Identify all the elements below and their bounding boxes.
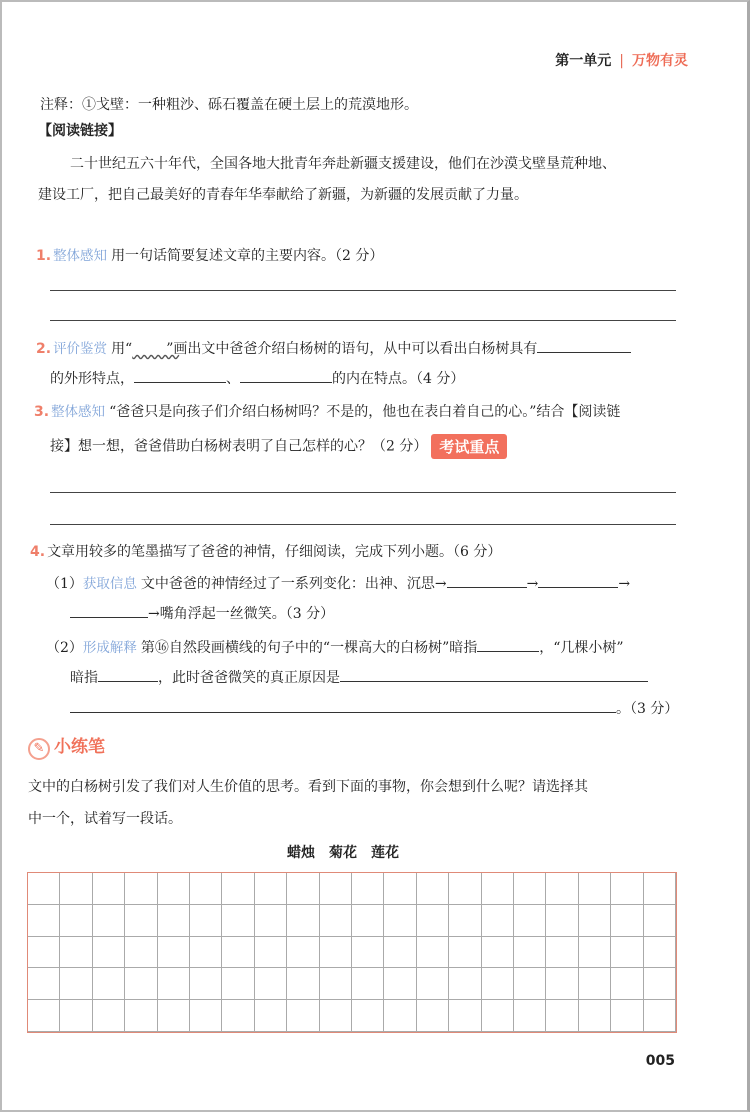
grid-cell[interactable]: [482, 968, 514, 1000]
grid-cell[interactable]: [93, 1000, 125, 1032]
grid-cell[interactable]: [125, 905, 157, 937]
grid-cell[interactable]: [417, 905, 449, 937]
practice-prompt: 文中的白杨树引发了我们对人生价值的思考。看到下面的事物，你会想到什么呢？请选择其: [28, 779, 588, 795]
grid-cell[interactable]: [449, 873, 481, 905]
answer-blank[interactable]: [538, 576, 618, 588]
grid-cell[interactable]: [644, 905, 676, 937]
practice-title: 小练笔: [54, 737, 105, 757]
grid-cell[interactable]: [93, 968, 125, 1000]
question-text: 接】想一想，爸爸借助白杨树表明了自己怎样的心？（2 分）: [50, 438, 428, 455]
grid-cell[interactable]: [417, 937, 449, 969]
reading-link-text: 二十世纪五六十年代，全国各地大批青年奔赴新疆支援建设，他们在沙漠戈壁垦荒种地、: [70, 156, 616, 172]
question-tag: 整体感知: [53, 248, 108, 264]
grid-cell[interactable]: [482, 873, 514, 905]
grid-cell[interactable]: [320, 905, 352, 937]
grid-cell[interactable]: [546, 968, 578, 1000]
grid-cell[interactable]: [28, 937, 60, 969]
grid-cell[interactable]: [28, 1000, 60, 1032]
grid-cell[interactable]: [287, 905, 319, 937]
unit-label: 第一单元: [555, 53, 612, 69]
grid-cell[interactable]: [611, 968, 643, 1000]
question-text: ，此时爸爸微笑的真正原因是: [158, 670, 340, 686]
answer-blank[interactable]: [537, 341, 631, 353]
grid-cell[interactable]: [125, 968, 157, 1000]
grid-cell[interactable]: [28, 905, 60, 937]
answer-blank[interactable]: [70, 606, 148, 618]
grid-cell[interactable]: [158, 905, 190, 937]
question-tag: 整体感知: [51, 404, 106, 420]
grid-cell[interactable]: [190, 937, 222, 969]
grid-cell[interactable]: [60, 1000, 92, 1032]
grid-cell[interactable]: [482, 1000, 514, 1032]
grid-cell[interactable]: [579, 905, 611, 937]
grid-cell[interactable]: [190, 968, 222, 1000]
question-2: [36, 337, 631, 358]
question-text: 用一句话简要复述文章的主要内容。（2 分）: [111, 248, 384, 264]
grid-cell[interactable]: [60, 937, 92, 969]
unit-title: 万物有灵: [632, 53, 688, 69]
grid-cell[interactable]: [384, 968, 416, 1000]
item-chrysanthemum: 菊花: [329, 845, 357, 861]
question-4-2: [46, 636, 624, 657]
grid-cell[interactable]: [190, 873, 222, 905]
answer-blank[interactable]: [134, 371, 226, 383]
grid-cell[interactable]: [352, 873, 384, 905]
writing-grid[interactable]: [27, 872, 677, 1033]
answer-line[interactable]: [50, 492, 676, 493]
grid-cell[interactable]: [579, 937, 611, 969]
grid-cell[interactable]: [255, 937, 287, 969]
sub-question-label: （2）: [46, 640, 83, 656]
grid-cell[interactable]: [514, 968, 546, 1000]
grid-cell[interactable]: [287, 968, 319, 1000]
grid-cell[interactable]: [222, 873, 254, 905]
grid-cell[interactable]: [352, 905, 384, 937]
grid-cell[interactable]: [644, 873, 676, 905]
answer-line[interactable]: [50, 290, 676, 291]
grid-cell[interactable]: [546, 873, 578, 905]
grid-cell[interactable]: [449, 905, 481, 937]
question-3: [34, 400, 620, 421]
grid-cell[interactable]: [611, 1000, 643, 1032]
exam-focus-badge: 考试重点: [431, 434, 507, 459]
page-header: 第一单元 | 万物有灵: [555, 53, 688, 69]
grid-cell[interactable]: [384, 873, 416, 905]
grid-cell[interactable]: [255, 905, 287, 937]
question-4: [30, 541, 501, 561]
grid-cell[interactable]: [222, 905, 254, 937]
grid-cell[interactable]: [255, 1000, 287, 1032]
grid-cell[interactable]: [644, 968, 676, 1000]
grid-cell[interactable]: [514, 905, 546, 937]
question-text: 用“: [111, 341, 133, 357]
grid-cell[interactable]: [482, 905, 514, 937]
grid-cell[interactable]: [320, 937, 352, 969]
grid-cell[interactable]: [546, 905, 578, 937]
grid-cell[interactable]: [384, 1000, 416, 1032]
grid-cell[interactable]: [255, 968, 287, 1000]
practice-prompt: 中一个，试着写一段话。: [28, 811, 182, 827]
grid-cell[interactable]: [449, 1000, 481, 1032]
grid-cell[interactable]: [125, 937, 157, 969]
grid-cell[interactable]: [93, 905, 125, 937]
grid-cell[interactable]: [158, 968, 190, 1000]
question-text: 的外形特点，: [50, 371, 134, 387]
grid-cell[interactable]: [222, 968, 254, 1000]
grid-cell[interactable]: [93, 873, 125, 905]
reading-link-title: 【阅读链接】: [38, 123, 122, 139]
grid-cell[interactable]: [611, 905, 643, 937]
grid-cell[interactable]: [320, 873, 352, 905]
grid-cell[interactable]: [352, 1000, 384, 1032]
item-lotus: 莲花: [371, 845, 399, 861]
grid-cell[interactable]: [190, 1000, 222, 1032]
question-tag: 评价鉴赏: [53, 341, 108, 357]
answer-blank[interactable]: [240, 371, 332, 383]
grid-cell[interactable]: [125, 1000, 157, 1032]
grid-cell[interactable]: [514, 873, 546, 905]
grid-cell[interactable]: [60, 873, 92, 905]
question-4-2-cont: [70, 698, 678, 718]
grid-cell[interactable]: [514, 937, 546, 969]
grid-cell[interactable]: [611, 937, 643, 969]
grid-cell[interactable]: [158, 937, 190, 969]
grid-cell[interactable]: [287, 1000, 319, 1032]
grid-cell[interactable]: [158, 873, 190, 905]
question-text: 。（3 分）: [616, 701, 679, 717]
grid-cell[interactable]: [320, 968, 352, 1000]
item-candle: 蜡烛: [287, 845, 315, 861]
grid-cell[interactable]: [28, 968, 60, 1000]
grid-cell[interactable]: [384, 937, 416, 969]
grid-cell[interactable]: [287, 937, 319, 969]
question-text: 第⑯自然段画横线的句子中的“一棵高大的白杨树”暗指: [140, 640, 478, 656]
grid-cell[interactable]: [417, 968, 449, 1000]
answer-blank[interactable]: [477, 640, 539, 652]
answer-line[interactable]: [50, 320, 676, 321]
wavy-line-mark: [132, 341, 166, 357]
grid-cell[interactable]: [384, 905, 416, 937]
answer-blank[interactable]: [340, 670, 648, 682]
question-4-2-cont: [70, 667, 648, 687]
grid-cell[interactable]: [644, 1000, 676, 1032]
question-3-cont: [50, 434, 507, 459]
grid-cell[interactable]: [352, 968, 384, 1000]
page-number: 005: [645, 1053, 675, 1069]
grid-cell[interactable]: [482, 937, 514, 969]
grid-cell[interactable]: [579, 968, 611, 1000]
question-tag: 形成解释: [82, 640, 137, 656]
grid-cell[interactable]: [222, 937, 254, 969]
answer-blank[interactable]: [447, 576, 527, 588]
question-text: ”画出文中爸爸介绍白杨树的语句，从中可以看出白杨树具有: [166, 341, 538, 357]
grid-cell[interactable]: [320, 1000, 352, 1032]
question-tag: 获取信息: [82, 576, 137, 592]
sub-question-label: （1）: [46, 576, 83, 592]
grid-cell[interactable]: [93, 937, 125, 969]
grid-cell[interactable]: [644, 937, 676, 969]
grid-cell[interactable]: [579, 1000, 611, 1032]
arrow: →: [618, 576, 631, 592]
grid-cell[interactable]: [352, 937, 384, 969]
question-text: “爸爸只是向孩子们介绍白杨树吗？不是的，他也在表白着自己的心。”结合【阅读链: [109, 404, 621, 420]
grid-cell[interactable]: [158, 1000, 190, 1032]
grid-cell[interactable]: [287, 873, 319, 905]
question-text: →嘴角浮起一丝微笑。（3 分）: [148, 606, 335, 622]
grid-cell[interactable]: [222, 1000, 254, 1032]
grid-cell[interactable]: [255, 873, 287, 905]
question-2-cont: [50, 368, 464, 388]
grid-cell[interactable]: [514, 1000, 546, 1032]
question-text: 暗指: [70, 670, 98, 686]
grid-cell[interactable]: [417, 873, 449, 905]
grid-cell[interactable]: [190, 905, 222, 937]
practice-items: [287, 842, 399, 862]
question-text: ，“几棵小树”: [539, 640, 624, 656]
question-text: 文章用较多的笔墨描写了爸爸的神情，仔细阅读，完成下列小题。（6 分）: [47, 544, 502, 560]
grid-cell[interactable]: [546, 937, 578, 969]
pen-icon: ✎: [28, 738, 50, 760]
reading-link-text: 建设工厂，把自己最美好的青春年华奉献给了新疆，为新疆的发展贡献了力量。: [38, 187, 528, 203]
question-text: 文中爸爸的神情经过了一系列变化：出神、沉思→: [140, 576, 447, 592]
question-number: 1.: [36, 248, 52, 264]
question-1: [36, 244, 383, 265]
annotation-note: 注释：①戈壁：一种粗沙、砾石覆盖在硬土层上的荒漠地形。: [40, 97, 418, 113]
grid-cell[interactable]: [60, 905, 92, 937]
practice-heading: [28, 732, 105, 760]
question-number: 4.: [30, 544, 46, 560]
answer-blank[interactable]: [70, 701, 616, 713]
grid-cell[interactable]: [60, 968, 92, 1000]
question-number: 2.: [36, 341, 52, 357]
question-text: 的内在特点。（4 分）: [332, 371, 465, 387]
answer-blank[interactable]: [98, 670, 158, 682]
answer-line[interactable]: [50, 524, 676, 525]
question-text: 、: [226, 371, 240, 387]
grid-cell[interactable]: [449, 937, 481, 969]
grid-cell[interactable]: [28, 873, 60, 905]
grid-cell[interactable]: [449, 968, 481, 1000]
grid-cell[interactable]: [579, 873, 611, 905]
question-4-1: [46, 572, 630, 593]
grid-cell[interactable]: [546, 1000, 578, 1032]
grid-cell[interactable]: [417, 1000, 449, 1032]
question-number: 3.: [34, 404, 50, 420]
question-4-1-cont: [70, 603, 334, 623]
grid-cell[interactable]: [125, 873, 157, 905]
grid-cell[interactable]: [611, 873, 643, 905]
arrow: →: [526, 576, 539, 592]
